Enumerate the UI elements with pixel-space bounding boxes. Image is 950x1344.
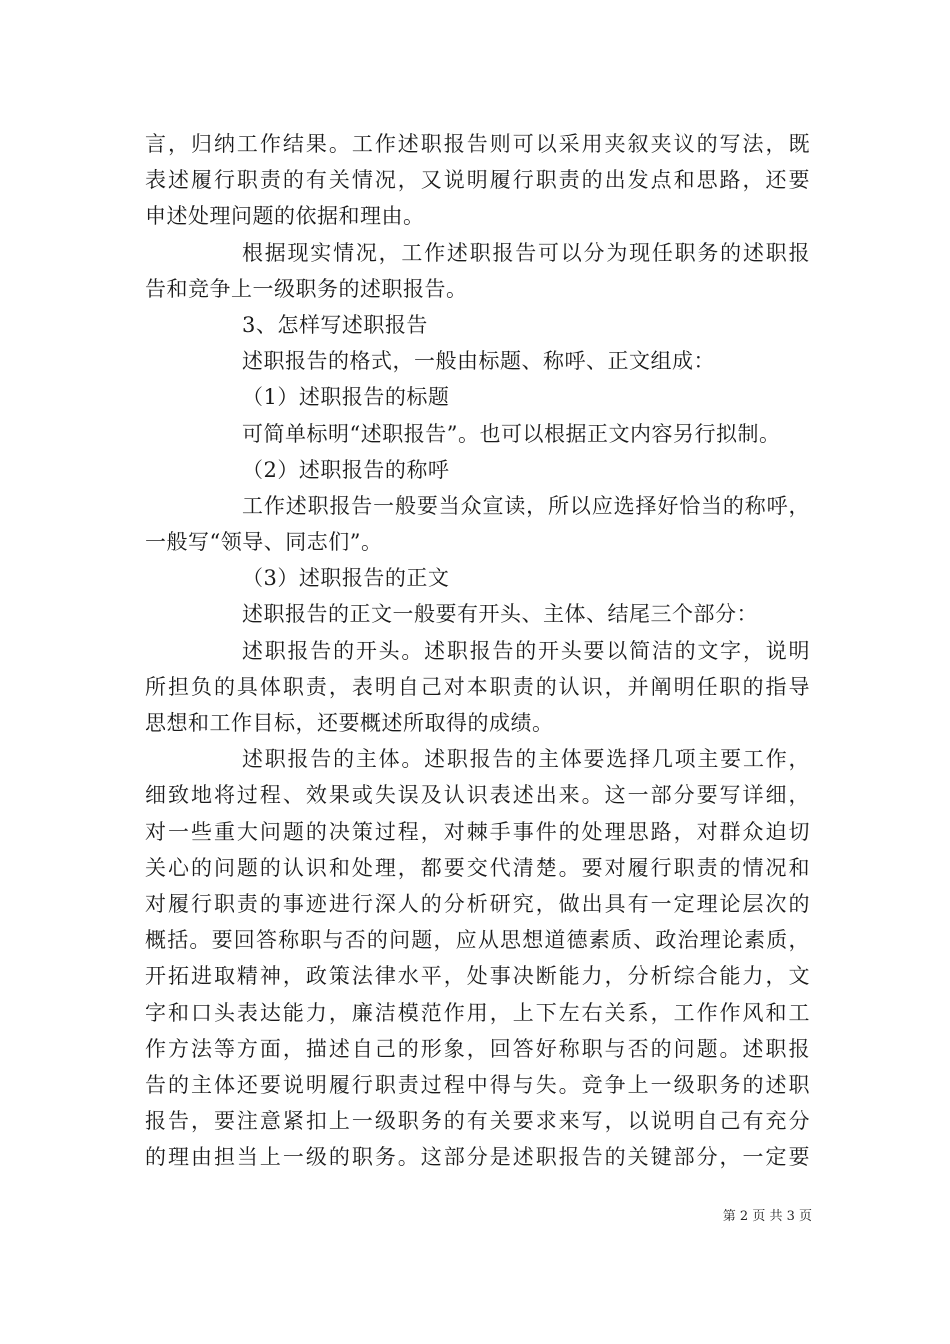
text-line-27: 告的主体还要说明履行职责过程中得与失。竞争上一级职务的述职 <box>145 1072 810 1097</box>
text-line-9: 可简单标明“述职报告”。也可以根据正文内容另行拟制。 <box>242 421 781 446</box>
subheading-salutation: （2）述职报告的称呼 <box>242 457 450 482</box>
text-line-7: 述职报告的格式，一般由标题、称呼、正文组成： <box>242 349 715 374</box>
text-line-28: 报告，要注意紧扣上一级职务的有关要求来写，以说明自己有充分 <box>145 1109 810 1134</box>
subheading-title: （1）述职报告的标题 <box>242 385 450 410</box>
text-line-24: 开拓进取精神，政策法律水平，处事决断能力，分析综合能力，文 <box>145 964 810 989</box>
text-line-21: 关心的问题的认识和处理，都要交代清楚。要对履行职责的情况和 <box>145 855 810 880</box>
document-body <box>145 126 810 1175</box>
text-line-20: 对一些重大问题的决策过程，对棘手事件的处理思路，对群众迫切 <box>145 819 810 844</box>
text-line-4: 根据现实情况，工作述职报告可以分为现任职务的述职报 <box>242 240 810 265</box>
text-line-15: 述职报告的开头。述职报告的开头要以简洁的文字，说明 <box>242 638 810 663</box>
text-line-16: 所担负的具体职责，表明自己对本职责的认识，并阐明任职的指导 <box>145 674 810 699</box>
text-line-25: 字和口头表达能力，廉洁模范作用，上下左右关系，工作作风和工 <box>145 1000 810 1025</box>
text-line-26: 作方法等方面，描述自己的形象，回答好称职与否的问题。述职报 <box>145 1036 810 1061</box>
text-line-5: 告和竞争上一级职务的述职报告。 <box>145 276 468 301</box>
text-line-19: 细致地将过程、效果或失误及认识表述出来。这一部分要写详细， <box>145 783 810 808</box>
text-line-12: 一般写“领导、同志们”。 <box>145 530 383 555</box>
text-line-11: 工作述职报告一般要当众宣读，所以应选择好恰当的称呼， <box>242 493 810 518</box>
text-line-14: 述职报告的正文一般要有开头、主体、结尾三个部分： <box>242 602 758 627</box>
text-line-3: 申述处理问题的依据和理由。 <box>145 204 425 229</box>
text-line-29: 的理由担当上一级的职务。这部分是述职报告的关键部分，一定要 <box>145 1145 810 1170</box>
text-line-23: 概括。要回答称职与否的问题，应从思想道德素质、政治理论素质， <box>145 928 810 953</box>
text-line-18: 述职报告的主体。述职报告的主体要选择几项主要工作， <box>242 747 810 772</box>
text-line-1: 言，归纳工作结果。工作述职报告则可以采用夹叙夹议的写法，既 <box>145 132 810 156</box>
section-heading-3: 3、怎样写述职报告 <box>242 312 428 337</box>
text-line-17: 思想和工作目标，还要概述所取得的成绩。 <box>145 711 554 735</box>
subheading-body: （3）述职报告的正文 <box>242 566 450 591</box>
text-line-22: 对履行职责的事迹进行深人的分析研究，做出具有一定理论层次的 <box>145 891 810 916</box>
text-line-2: 表述履行职责的有关情况，又说明履行职责的出发点和思路，还要 <box>145 168 810 193</box>
page-number: 第 2 页 共 3 页 <box>722 1209 812 1224</box>
